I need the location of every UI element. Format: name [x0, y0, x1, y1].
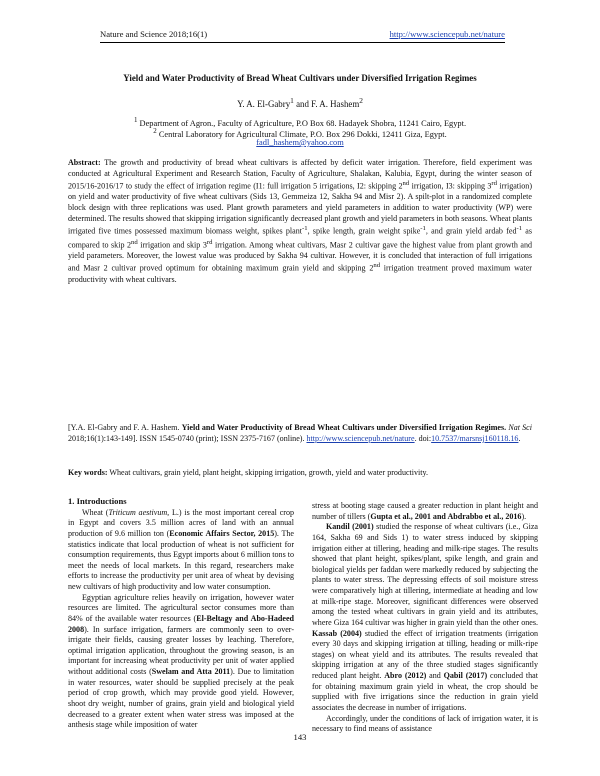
- citation-url-link[interactable]: http://www.sciencepub.net/nature: [306, 433, 415, 443]
- keywords-label: Key words:: [68, 468, 108, 477]
- body-column-left: [68, 496, 294, 731]
- intro-paragraph-2-cont: stress at booting stage caused a greater reduction in plant height and number of tillers (Gupta et al., 2001 and Abdrabbo et al., 2016).: [312, 501, 538, 521]
- author-conjunction: and: [293, 98, 312, 109]
- intro-paragraph-4: Accordingly, under the conditions of lack of irrigation water, it is necessary to find means of assistance: [312, 713, 538, 734]
- email-link[interactable]: fadl_hashem@yahoo.com: [256, 138, 344, 147]
- abstract: Abstract: The growth and productivity of bread wheat cultivars is affected by deficit water irrigation. Therefore, field experiment was conducted at Agricultural Experiment and Research Station, Faculty of Agriculture, Shalakan, Kalubia, Egypt, during the winter season of 2015/16-2016/17 to study the effect of irrigation regime (I1: full irrigation 5 irrigations, I2: skipping 2nd irrigation, I3: skipping 3rd irrigation) on yield and water productivity of five wheat cultivars (Sids 13, Gemmeiza 12, Sakha 94 and Misr 2). A spilt-plot in a randomized complete block design with three replications was used. Plant growth parameters and yield parameters in addition to water productivity (WP) were determined. The results showed that skipping irrigation significantly decreased plant growth and yield parameters in both seasons. Wheat plants irrigated five times possessed maximum biomass weight, spikes plant$^{-1}$, spike length, grain weight spike$^{-1}$, and grain yield ardab fed$^{-1}$ as compared to skip 2nd irrigation and skip 3rd irrigation. Among wheat cultivars, Masr 2 cultivar gave the highest value from plant growth and yield parameters. Moreover, the lowest value was produced by Sakha 94 cultivar. However, it is concluded that interaction of full irrigations and Masr 2 cultivar proved optimum for obtaining maximum grain yield and skipping 2nd irrigation treatment proved maximum water productivity with wheat cultivars.: [68, 158, 532, 284]
- journal-url-link[interactable]: http://www.sciencepub.net/nature: [389, 29, 505, 39]
- intro-paragraph-3: Kandil (2001) studied the response of wheat cultivars (i.e., Giza 164, Sakha 69 and Sids 1) to water stress induced by skipping irrigation either at tillering, heading and milk-ripe stages. The results showed that plant height, spikes/plant, spike length, and grain and biological yields per faddan were markedly reduced by subjecting the plants to water stress. The depressing effects of soil moisture stress were comparatively high at tillering, intermediate at heading and low at milk-ripe stage. Moreover, significant differences were observed among the tested wheat cultivars in grain yield and its attributes, where Giza 164 cultivar was higher in grain yield than the other ones. Kassab (2004) studied the effect of irrigation treatments (irrigation every 30 days and skipping irrigation at tilling, heading or milk-ripe stages) on wheat yield and its attributes. The results revealed that skipping irrigation at any of the three studied stages significantly reduced plant height. Abro (2012) and Qabil (2017) concluded that for obtaining maximum grain yield in wheat, the crop should be supplied with five irrigations since the reduction in grain yield associates the decrease in number of irrigations.: [312, 522, 538, 712]
- body-column-right: [312, 501, 538, 735]
- corresponding-email: [60, 137, 540, 149]
- keywords: [68, 468, 532, 479]
- citation-title: Yield and Water Productivity of Bread Wheat Cultivars under Diversified Irrigation Regimes.: [181, 423, 507, 432]
- affiliation-1: $^1$ Department of Agron., Faculty of Agriculture, P.O Box 68. Hadayek Shobra, 11241 Cairo, Egypt.: [133, 116, 467, 128]
- author-1: Y. A. El-Gabry: [237, 98, 291, 109]
- page-number: 143: [293, 732, 307, 742]
- keywords-text: Wheat cultivars, grain yield, plant height, skipping irrigation, growth, yield and water productivity.: [107, 468, 429, 477]
- affiliation-2: $^2$ Central Laboratory for Agricultural Climate, P.O. Box 296 Dokki, 12411 Giza, Egypt.: [153, 127, 447, 139]
- citation-journal: Nat Sci: [506, 423, 532, 432]
- abstract-label: Abstract:: [68, 158, 101, 167]
- journal-citation: Nature and Science 2018;16(1): [100, 29, 208, 39]
- author-2: F. A. Hashem: [311, 98, 360, 109]
- author-2-affil-mark: 2: [359, 96, 363, 105]
- section-heading-introduction: 1. Introductions: [68, 496, 127, 506]
- doi-link[interactable]: 10.7537/marsnsj160118.16: [431, 433, 519, 443]
- intro-paragraph-1: Wheat (Triticum aestivum, L.) is the most important cereal crop in Egypt and covers 3.5 million acres of land with an annual production of 9.6 million ton (Economic Affairs Sector, 2015). The statistics indicate that local production of wheat is not sufficient for consumption requirements, thus Egypt imports about 6 million tons to meet the needs of local markets. In this regard, researchers make efforts to increase the productivity per unit area of wheat by devising new cultivars of high productivity and low water consumption.: [68, 507, 295, 591]
- author-line: [60, 96, 540, 109]
- author-1-affil-mark: 1: [290, 96, 294, 105]
- paper-title: Yield and Water Productivity of Bread Wheat Cultivars under Diversified Irrigation Regimes: [123, 73, 477, 83]
- intro-paragraph-2: Egyptian agriculture relies heavily on irrigation, however water resources are limited. The agricultural sector consumes more than 84% of the available water resources (El-Beltagy and Abo-Hadeed 2008). In surface irrigation, farmers are commonly seen to over-irrigate their fields, causing greater losses by leaching. Therefore, optimal irrigation application, throughout the growing season, is an important for increasing wheat productivity per unit of water applied without additional costs (Swelam and Atta 2011). Due to limitation in water resources, water should be supplied precisely at the peak period of crop growth, which may provide good yield. However, shoot dry weight, number of grains, grain yield and biological yield decreased to a greater extent when water stress was imposed at the anthesis stage while imposition of water: [68, 592, 295, 730]
- running-header: [100, 28, 505, 43]
- citation-block: [Y.A. El-Gabry and F. A. Hashem. Yield and Water Productivity of Bread Wheat Cultivars under Diversified Irrigation Regimes. Nat Sci 2018;16(1):143-149]. ISSN 1545-0740 (print); ISSN 2375-7167 (online). http://www.sciencepub.net/nature. doi:10.7537/marsnsj160118.16.: [68, 423, 532, 443]
